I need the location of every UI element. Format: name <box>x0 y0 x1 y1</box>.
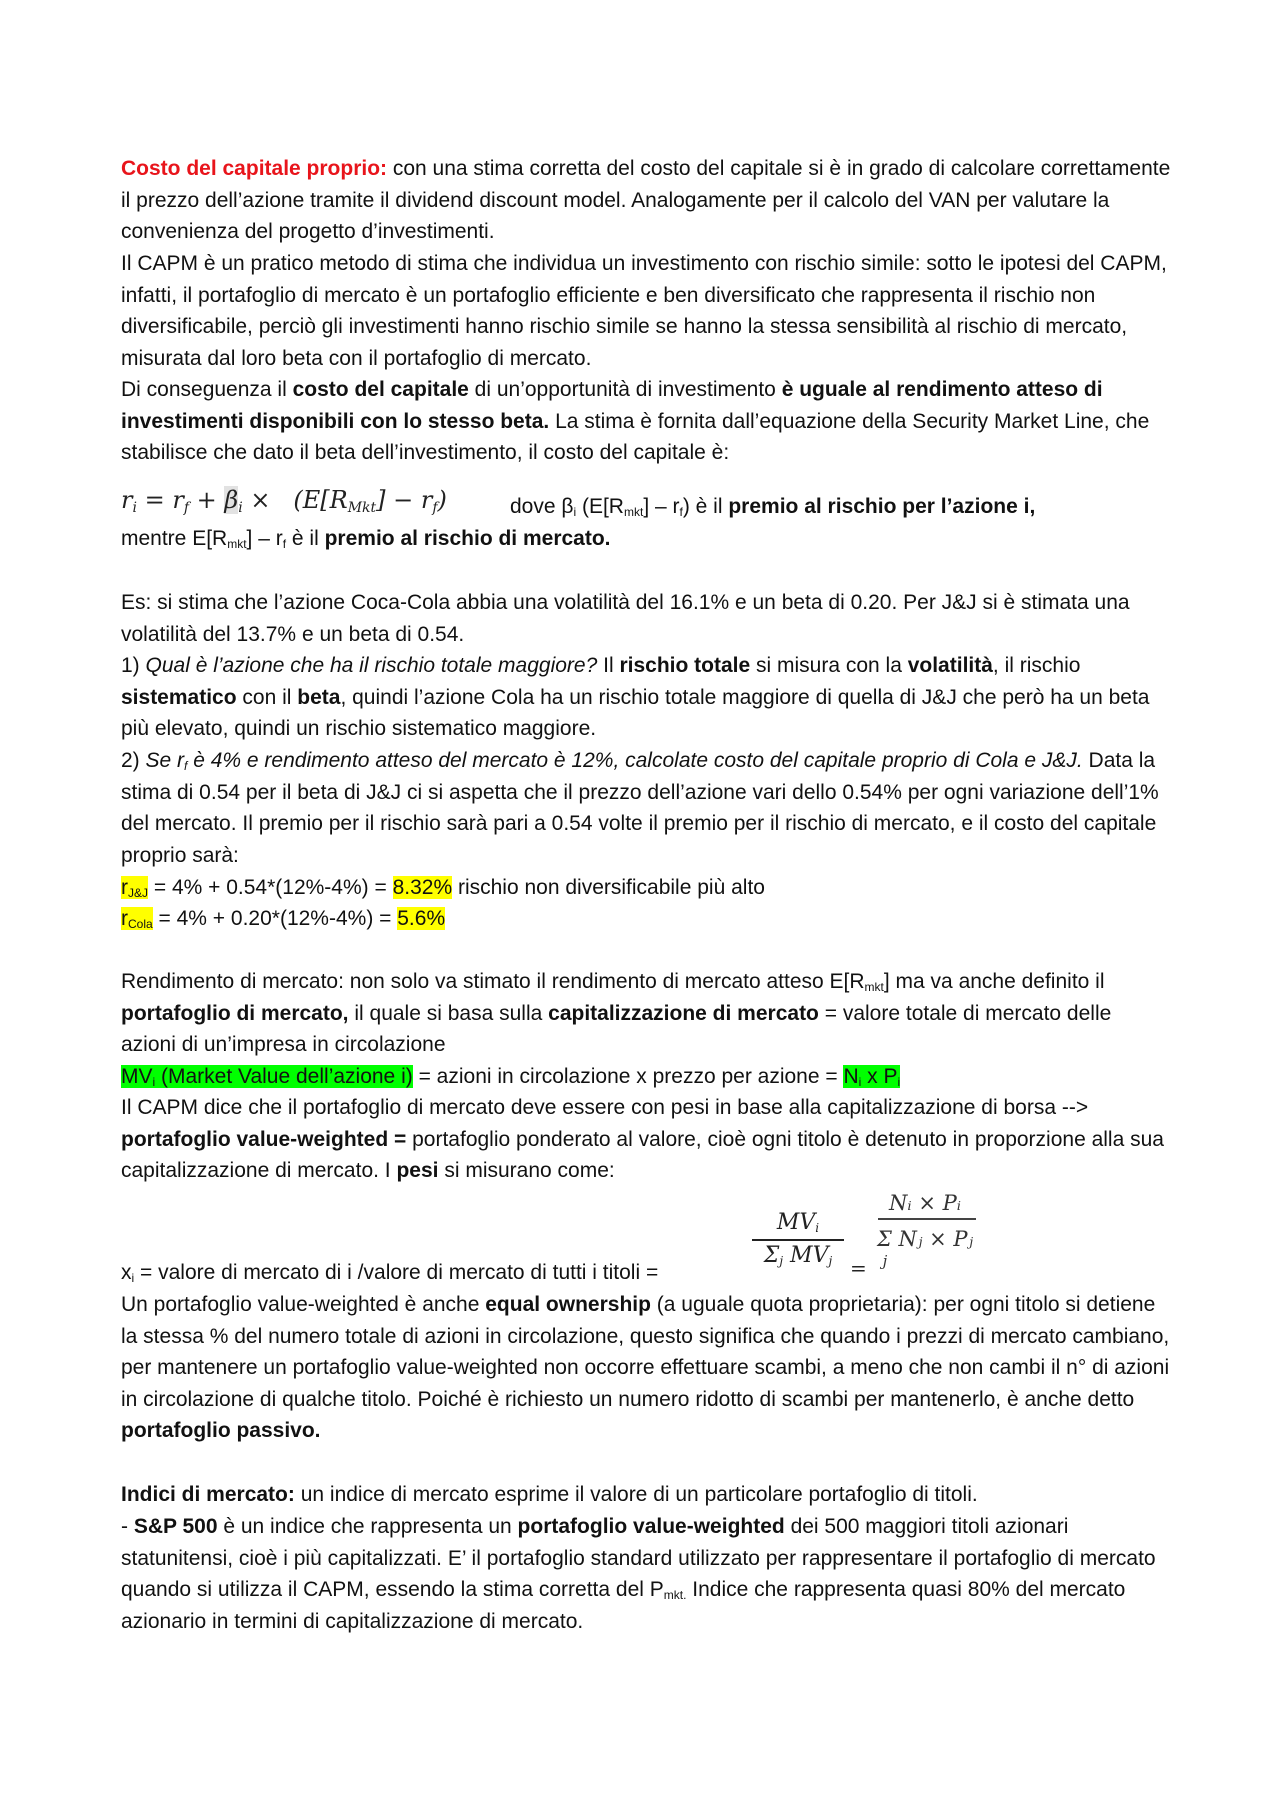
handwritten-denominator: Σ Nⱼ × Pⱼ <box>876 1227 974 1251</box>
handwritten-index: j <box>882 1252 888 1270</box>
highlight-cola-value: 5.6% <box>397 907 446 930</box>
result-jj: $r_{J\&J} = 4\% + 0.54*(12\%-4\%) = 8.32\%$ rischio non diversificabile più alto <box>121 876 765 900</box>
paragraph-market-return: Rendimento di mercato: non solo va stimato il rendimento di mercato atteso $E[R_{mkt}]$ ma va anche definito il portafoglio di mercato, il quale si basa sulla capitalizzazione di mercato = valore totale di mercato delle azioni di un’impresa in circolazione <box>121 970 1112 1057</box>
paragraph-market-indices: Indici di mercato: un indice di mercato esprime il valore di un particolare portafoglio di titoli. <box>121 1483 978 1506</box>
highlight-ni-pi: $N_i$ x $P_i$ <box>843 1065 901 1089</box>
weight-fraction-numerator: $MV_i$ <box>776 1210 820 1235</box>
weight-fraction-denominator: $\Sigma_j$ $MV_j$ <box>763 1243 833 1268</box>
result-cola: $r_{Cola} = 4\% + 0.20*(12\%-4\%) = 5.6\%$ <box>121 907 446 931</box>
paragraph-sml: Di conseguenza il costo del capitale di un’opportunità di investimento è uguale al rendimento atteso di investimenti disponibili con lo stesso beta. La stima è fornita dall’equazione della Security Market Line, che stabilisce che dato il beta dell’investimento, il costo del capitale è: <box>121 378 1150 465</box>
handwritten-numerator: Nᵢ × Pᵢ <box>889 1191 961 1215</box>
paragraph-equal-ownership: Un portafoglio value-weighted è anche equal ownership (a uguale quota proprietaria): per ogni titolo si detiene la stessa % del numero totale di azioni in circolazione, questo significa che quando i prezzi di mercato cambiano, per mantenere un portafoglio value-weighted non occorre effettuare scambi, a meno che non cambi il n° di azioni in circolazione di qualche titolo. Poiché è richiesto un numero ridotto di scambi per mantenerlo, è anche detto portafoglio passivo. <box>121 1293 1170 1443</box>
paragraph-cost-of-equity: Costo del capitale proprio: con una stima corretta del costo del capitale si è in grado di calcolare correttamente il prezzo dell’azione tramite il dividend discount model. Analogamente per il calcolo del VAN per valutare la convenienza del progetto d’investimenti. <box>121 157 1171 244</box>
section-heading-indices: Indici di mercato: <box>121 1483 295 1506</box>
sml-formula: ri = rf + βi × (E[RMkt] − rf) <box>121 486 447 516</box>
example-intro: Es: si stima che l’azione Coca-Cola abbia una volatilità del 16.1% e un beta di 0.20. Per J&J si è stimata una volatilità del 13.7% e un beta di 0.54. <box>121 591 1130 646</box>
formula-note-line1: dove $\beta_i$ $(E[R_{mkt}] - r_f)$ è il premio al rischio per l’azione i, <box>510 495 1036 519</box>
section-heading-cost-of-equity: Costo del capitale proprio: <box>121 157 388 180</box>
example-question-1: 1) Qual è l’azione che ha il rischio totale maggiore? Il rischio totale si misura con la volatilità, il rischio sistematico con il beta, quindi l’azione Cola ha un rischio totale maggiore di quella di J&J che però ha un beta più elevato, quindi un rischio sistematico maggiore. <box>121 654 1150 741</box>
weights-definition: $x_i$ = valore di mercato di i /valore di mercato di tutti i titoli = <box>121 1261 659 1285</box>
market-value-definition: $MV_i$ (Market Value dell’azione i) = azioni in circolazione x prezzo per azione = $N_i$ x $P_i$ <box>121 1065 901 1089</box>
highlight-jj-value: 8.32% <box>392 876 453 899</box>
paragraph-value-weighted: Il CAPM dice che il portafoglio di mercato deve essere con pesi in base alla capitalizzazione di borsa --> portafoglio value-weighted = portafoglio ponderato al valore, cioè ogni titolo è detenuto in proporzione alla sua capitalizzazione di mercato. I pesi si misurano come: <box>121 1096 1164 1183</box>
paragraph-capm: Il CAPM è un pratico metodo di stima che individua un investimento con rischio simile: sotto le ipotesi del CAPM, infatti, il portafoglio di mercato è un portafoglio efficiente e ben diversificato che rappresenta il rischio non diversificabile, perciò gli investimenti hanno rischio simile se hanno la stessa sensibilità al rischio di mercato, misurata dal loro beta con il portafoglio di mercato. <box>121 252 1167 370</box>
weight-fraction-bar <box>752 1239 844 1241</box>
handwritten-fraction-bar <box>878 1218 976 1220</box>
weight-equals: = <box>850 1256 867 1280</box>
highlight-mv: $MV_i$ (Market Value dell’azione i) <box>121 1065 413 1089</box>
paragraph-sp500: - S&P 500 è un indice che rappresenta un portafoglio value-weighted dei 500 maggiori titoli azionari statunitensi, cioè i più capitalizzati. E’ il portafoglio standard utilizzato per rappresentare il portafoglio di mercato quando si utilizza il CAPM, essendo la stima corretta del $P_{mkt.}$ Indice che rappresenta quasi 80% del mercato azionario in termini di capitalizzazione di mercato. <box>121 1515 1156 1633</box>
formula-note-line2: mentre $E[R_{mkt}] - r_f$ è il premio al rischio di mercato. <box>121 527 611 551</box>
example-question-2: 2) Se $r_f$ è 4% e rendimento atteso del mercato è 12%, calcolate costo del capitale proprio di Cola e J&J. Data la stima di 0.54 per il beta di J&J ci si aspetta che il prezzo dell’azione vari dello 0.54% per ogni variazione dell’1% del mercato. Il premio per il rischio sarà pari a 0.54 volte il premio per il rischio di mercato, e il costo del capitale proprio sarà: <box>121 749 1159 867</box>
